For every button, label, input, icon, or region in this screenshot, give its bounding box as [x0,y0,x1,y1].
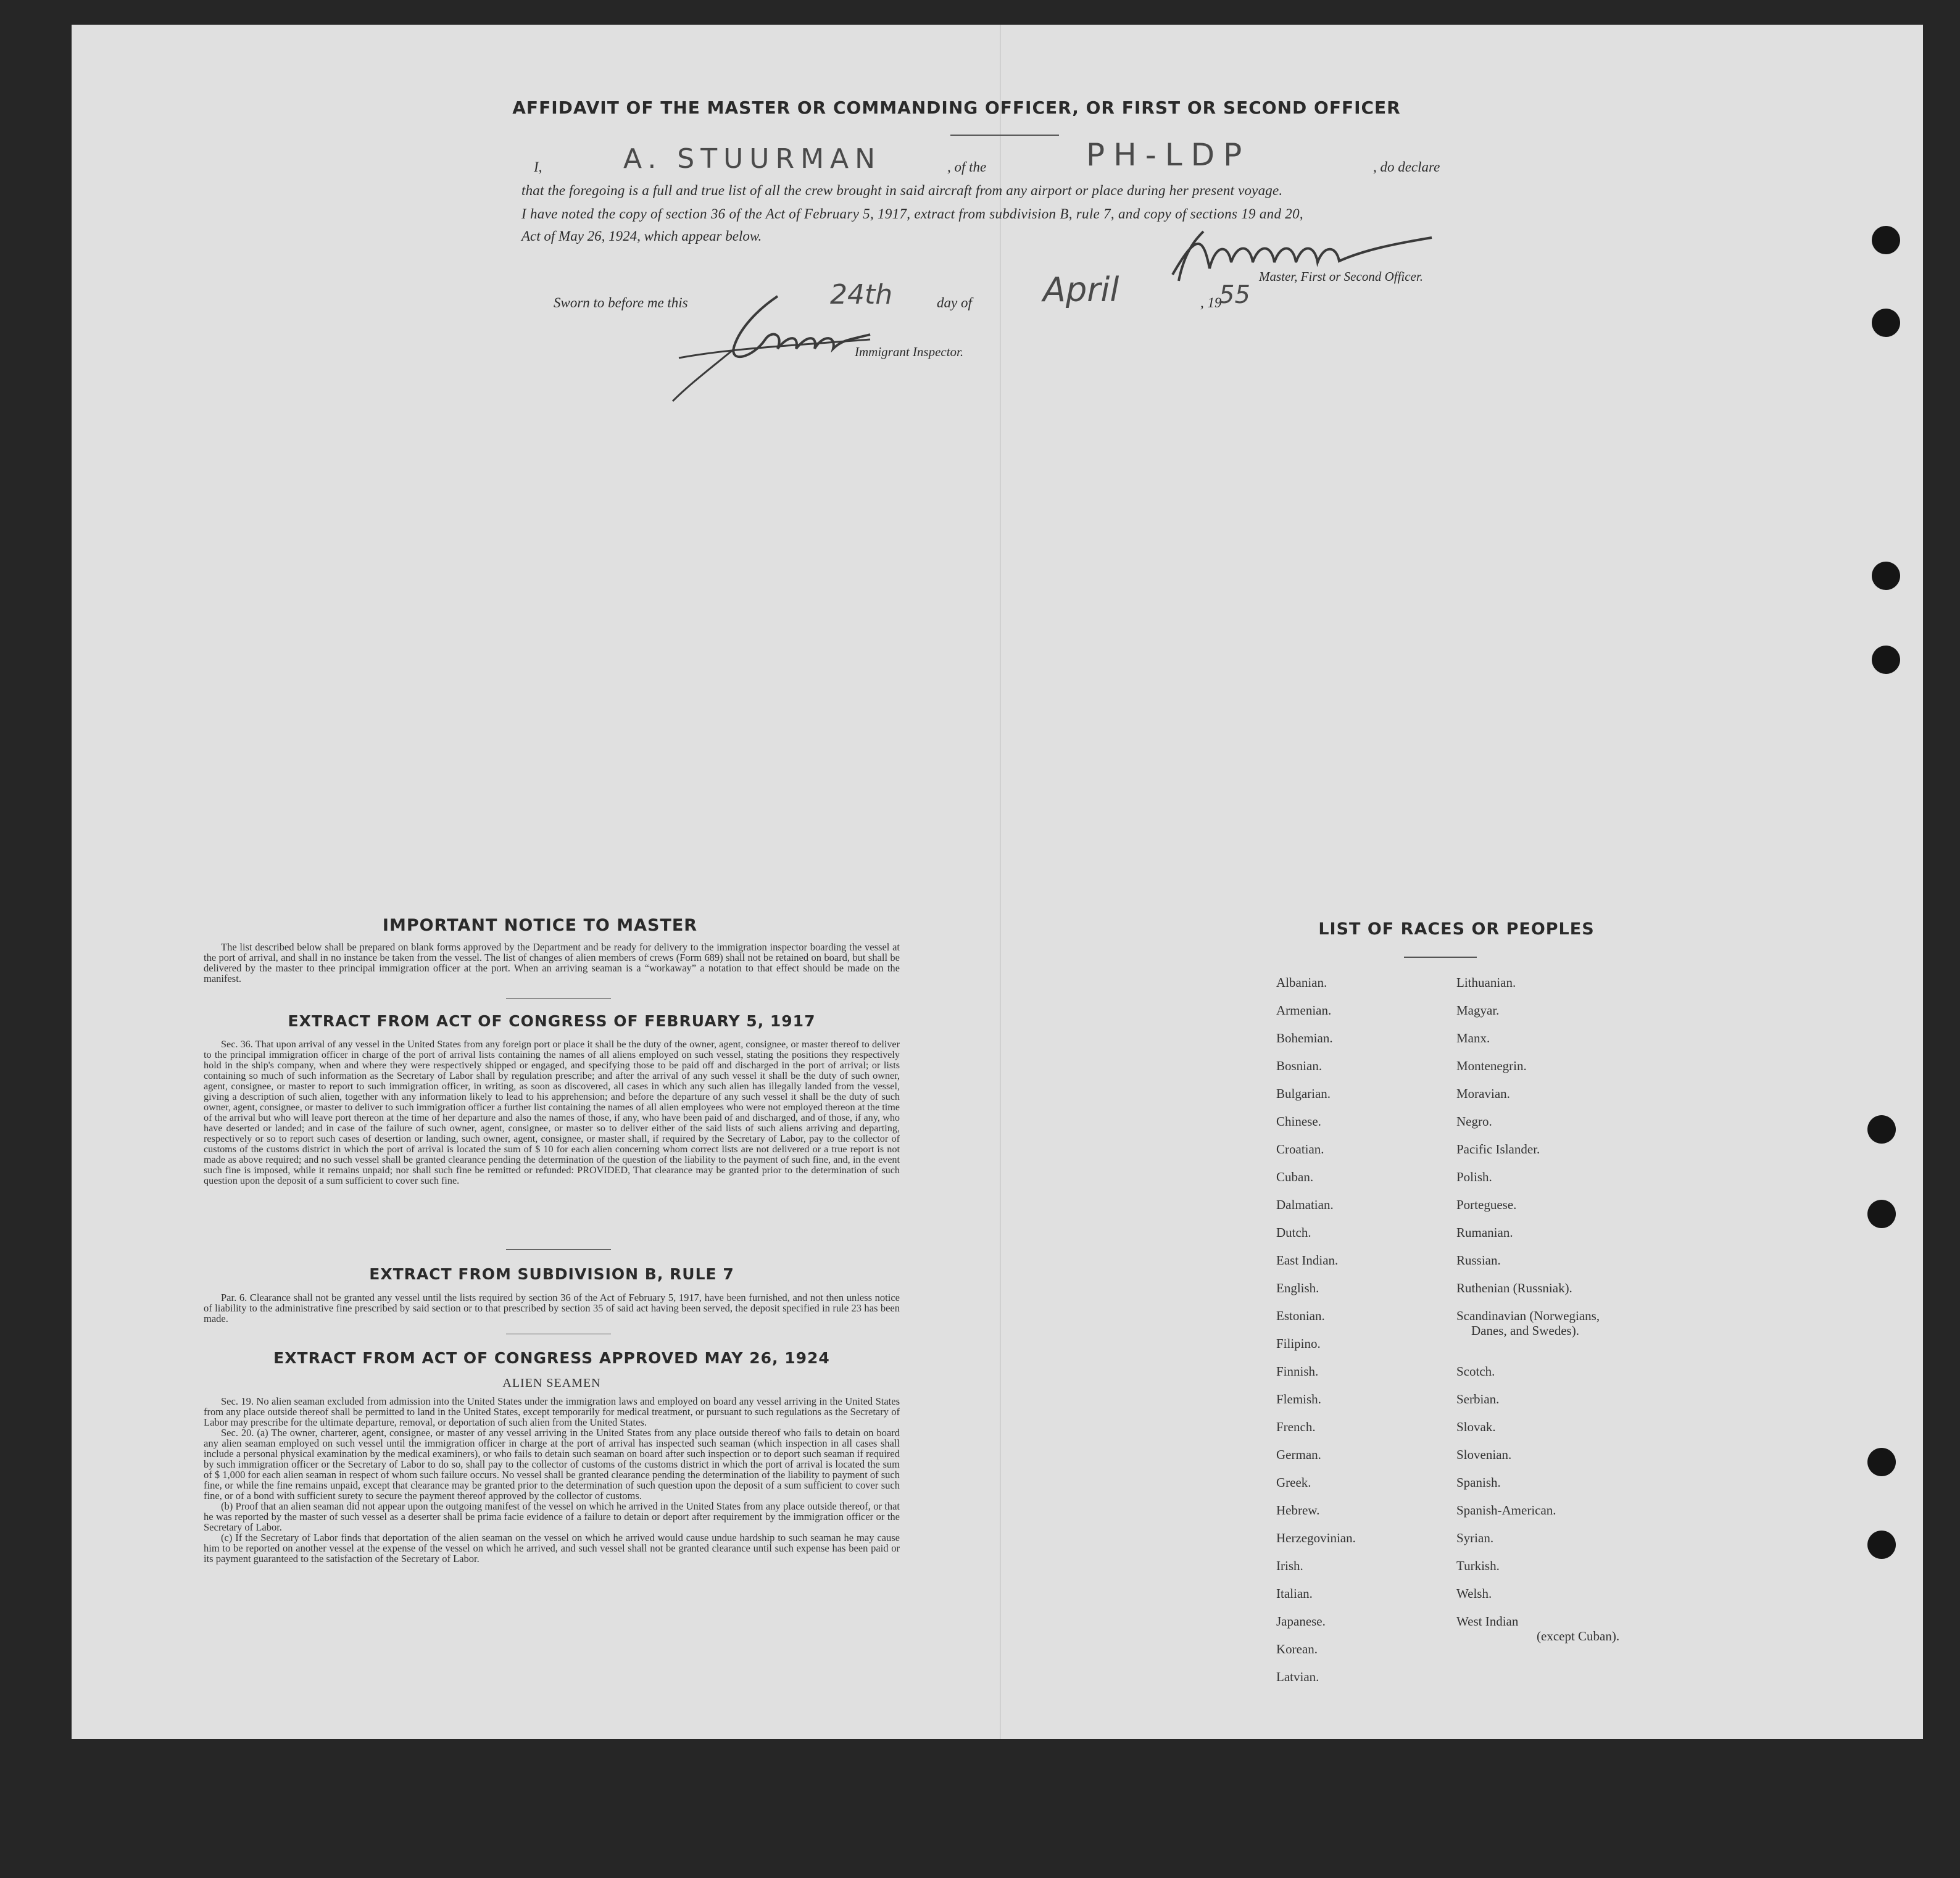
race-item: Slovak. [1456,1419,1496,1434]
race-item: Italian. [1276,1586,1313,1601]
binder-hole-icon [1872,309,1900,337]
alien-seamen-subtitle: ALIEN SEAMEN [502,1376,601,1390]
race-item: Albanian. [1276,975,1327,990]
race-item: Bosnian. [1276,1058,1323,1073]
race-item: Russian. [1456,1253,1501,1268]
race-item: Welsh. [1456,1586,1492,1601]
race-item: Ruthenian (Russniak). [1456,1281,1572,1295]
declaration-line-4: Act of May 26, 1924, which appear below. [521,228,762,244]
race-item: Negro. [1456,1114,1492,1129]
extract-1917-paragraph: Sec. 36. That upon arrival of any vessel in the United States from any foreign port or place it shall be the duty of the owner, agent, consignee, or master thereof to deliver to the principal immigration officer in charge of the port of arrival lists containing the names of all aliens employed on such vessel, stating the positions they respectively hold in the ship's company, when and where they were respectively shipped or engaged, and specifying those to be paid off and discharged in the port of arrival; or lists containing so much of such information as the Secretary of Labor shall by regulation prescribe; and after the arrival of any such vessel it shall be the duty of such owner, agent, consignee, or master to report to such immigration officer, in writing, as soon as discovered, all cases in which any such alien has illegally landed from the vessel, giving a description of such alien, together with any information likely to lead to his apprehension; and before the departure of any such vessel it shall be the duty of such owner, agent, consignee, or master to deliver to such immigration officer a further list containing the names of all alien employees who were not employed thereon at the time of the arrival but who will leave port thereon at the time of her departure and also the names of those, if any, who have been paid of and discharged, and of those, if any, who have deserted or landed; and in case of the failure of such owner, agent, consignee, or master so to deliver either of the said lists of such aliens arriving and departing, respectively or so to report such cases of desertion or landing, such owner, agent, consignee, or master shall, if required by the Secretary of Labor, pay to the collector of customs of the customs district in which the port of arrival is located the sum of $ 10 for each alien concerning whom correct lists are not delivered or a true report is not made as above required; and no such vessel shall be granted clearance pending the determination of the question of the liability to the payment of such fine, and, in the event such fine is imposed, while it remains unpaid; nor shall such fine be remitted or refunded: PROVIDED, That clearance may be granted prior to the determination of such question upon the deposit of a sum sufficient to cover such fine. [204,1039,900,1186]
race-item: Japanese. [1276,1614,1326,1629]
race-item: Moravian. [1456,1086,1510,1101]
race-item: Greek. [1276,1475,1311,1490]
notice-body [204,942,900,984]
day-of-label: day of [937,295,972,310]
race-item-continuation: (except Cuban). [1537,1629,1620,1643]
race-item: Finnish. [1276,1364,1319,1379]
race-item: Magyar. [1456,1003,1500,1018]
race-item: Korean. [1276,1642,1318,1656]
race-item: Bulgarian. [1276,1086,1331,1101]
race-item: Serbian. [1456,1392,1500,1406]
race-item: Montenegrin. [1456,1058,1527,1073]
officer-name-handwritten: A. STUURMAN [623,143,882,175]
race-item: English. [1276,1281,1319,1295]
section-rule [506,998,611,999]
binder-hole-icon [1867,1448,1896,1476]
extract-1924-body [204,1396,900,1564]
month-handwritten: April [1043,270,1119,309]
sworn-label: Sworn to before me this [554,295,688,310]
rule7-paragraph: Par. 6. Clearance shall not be granted any vessel until the lists required by section 36 of the Act of February 5, 1917, have been furnished, and not then unless notice of liability to the administrative fine prescribed by said section or to that prescribed by section 35 of said act having been served, the deposit specified in rule 23 has been made. [204,1292,900,1324]
sec-20c-paragraph: (c) If the Secretary of Labor finds that deportation of the alien seaman on the vessel on which he arrived would cause undue hardship to such seaman he may cause him to be reported on another vessel at the expense of the vessel on which he arrived, and such vessel shall not be granted clearance until such expense has been paid or its payment guaranteed to the satisfaction of the Secretary of Labor. [204,1532,900,1564]
binder-hole-icon [1867,1115,1896,1144]
declaration-line-3: I have noted the copy of section 36 of the Act of February 5, 1917, extract from subdivision B, rule 7, and copy of sections 19 and 20, [521,206,1303,222]
extract-1924-title: EXTRACT FROM ACT OF CONGRESS APPROVED MAY 26, 1924 [273,1349,830,1367]
declaration-do-declare: , do declare [1373,159,1440,175]
race-item: Armenian. [1276,1003,1332,1018]
race-item-continuation: Danes, and Swedes). [1471,1323,1579,1338]
race-item: Estonian. [1276,1308,1325,1323]
section-rule [506,1249,611,1250]
races-title: LIST OF RACES OR PEOPLES [1318,920,1595,939]
race-item: Chinese. [1276,1114,1321,1129]
race-item: West Indian [1456,1614,1519,1629]
inspector-label: Immigrant Inspector. [855,344,964,359]
race-item: Bohemian. [1276,1031,1333,1045]
race-item: Dalmatian. [1276,1197,1334,1212]
race-item: German. [1276,1447,1321,1462]
race-item: Herzegovinian. [1276,1531,1356,1545]
title-rule [950,135,1059,136]
master-label: Master, First or Second Officer. [1259,269,1423,284]
race-item: Filipino. [1276,1336,1321,1351]
race-item: Syrian. [1456,1531,1494,1545]
race-item: Pacific Islander. [1456,1142,1540,1157]
year-handwritten: 55 [1219,281,1250,309]
race-item: Cuban. [1276,1170,1314,1184]
race-item: Polish. [1456,1170,1492,1184]
race-item: Scotch. [1456,1364,1495,1379]
fold-line [1000,25,1001,1739]
binder-hole-icon [1872,646,1900,674]
affidavit-title: AFFIDAVIT OF THE MASTER OR COMMANDING OFFICER, OR FIRST OR SECOND OFFICER [512,98,1401,118]
race-item: Scandinavian (Norwegians, [1456,1308,1600,1323]
notice-title: IMPORTANT NOTICE TO MASTER [382,916,698,935]
notice-paragraph: The list described below shall be prepared on blank forms approved by the Department and be ready for delivery to the immigration inspector boarding the vessel at the port of arrival, and shall in no instance be taken from the vessel. The list of changes of alien members of crews (Form 689) shall not be retained on board, but shall be delivered by the master to thee principal immigration officer at the port. When an arriving seaman is a “workaway” a notation to that effect should be made on the manifest. [204,941,900,984]
rule7-title: EXTRACT FROM SUBDIVISION B, RULE 7 [369,1265,734,1283]
sec-20a-paragraph: Sec. 20. (a) The owner, charterer, agent, consignee, or master of any vessel arriving in the United States from any place outside thereof who fails to detain on board any alien seaman employed on such vessel until the immigration officer in charge at the port of arrival has inspected such seaman (which inspection in all cases shall include a personal physical examination by the medical examiners), or who fails to detain such seaman on board after such inspection or to deport such seaman if required by such immigration officer or the Secretary of Labor to do so, shall pay to the collector of customs of the customs district in which the port of arrival is located the sum of $ 1,000 for each alien seaman in respect of whom such failure occurs. No vessel shall be granted clearance pending the determination of the liability to payment of such fine, or while the fine remains unpaid, except that clearance may be granted prior to the determination of such question upon the deposit of a sum sufficient to cover such fine, or of a bond with sufficient surety to secure the payment thereof approved by the collector of customs. [204,1427,900,1502]
declaration-i: I, [534,159,542,175]
race-item: Spanish. [1456,1475,1501,1490]
race-item: Porteguese. [1456,1197,1517,1212]
race-item: East Indian. [1276,1253,1339,1268]
aircraft-registration-handwritten: PH-LDP [1086,137,1251,173]
sec-20b-paragraph: (b) Proof that an alien seaman did not appear upon the outgoing manifest of the vessel on which he arrived in the United States from any place outside thereof, or that he was reported by the master of such vessel as a deserter shall be prima facie evidence of a failure to detain or deport after requirement by the immigration officer or the Secretary of Labor. [204,1500,900,1533]
rule7-body [204,1292,900,1324]
race-item: Dutch. [1276,1225,1311,1240]
declaration-of-the: , of the [947,159,987,175]
race-item: Turkish. [1456,1558,1500,1573]
race-item: Irish. [1276,1558,1303,1573]
race-item: Slovenian. [1456,1447,1512,1462]
year-prefix: , 19 [1200,295,1222,310]
binder-hole-icon [1867,1531,1896,1559]
binder-hole-icon [1867,1200,1896,1228]
race-item: Spanish-American. [1456,1503,1556,1518]
extract-1917-body [204,1039,900,1186]
extract-1917-title: EXTRACT FROM ACT OF CONGRESS OF FEBRUARY 5, 1917 [288,1012,816,1030]
race-item: Lithuanian. [1456,975,1516,990]
race-item: Latvian. [1276,1669,1319,1684]
race-item: Hebrew. [1276,1503,1320,1518]
day-handwritten: 24th [830,279,893,310]
sec-19-paragraph: Sec. 19. No alien seaman excluded from admission into the United States under the immigration laws and employed on board any vessel arriving in the United States from any place outside thereof shall be permitted to land in the United States, except temporarily for medical treatment, or pursuant to such regulations as the Secretary of Labor may prescribe for the ultimate departure, removal, or deportation of such alien from the United States. [204,1395,900,1428]
race-item: Manx. [1456,1031,1490,1045]
race-item: Flemish. [1276,1392,1321,1406]
races-title-rule [1404,957,1477,958]
race-item: Rumanian. [1456,1225,1513,1240]
binder-hole-icon [1872,226,1900,254]
binder-hole-icon [1872,562,1900,590]
declaration-line-2: that the foregoing is a full and true list of all the crew brought in said aircraft from any airport or place during her present voyage. [521,183,1283,198]
race-item: Croatian. [1276,1142,1324,1157]
race-item: French. [1276,1419,1316,1434]
